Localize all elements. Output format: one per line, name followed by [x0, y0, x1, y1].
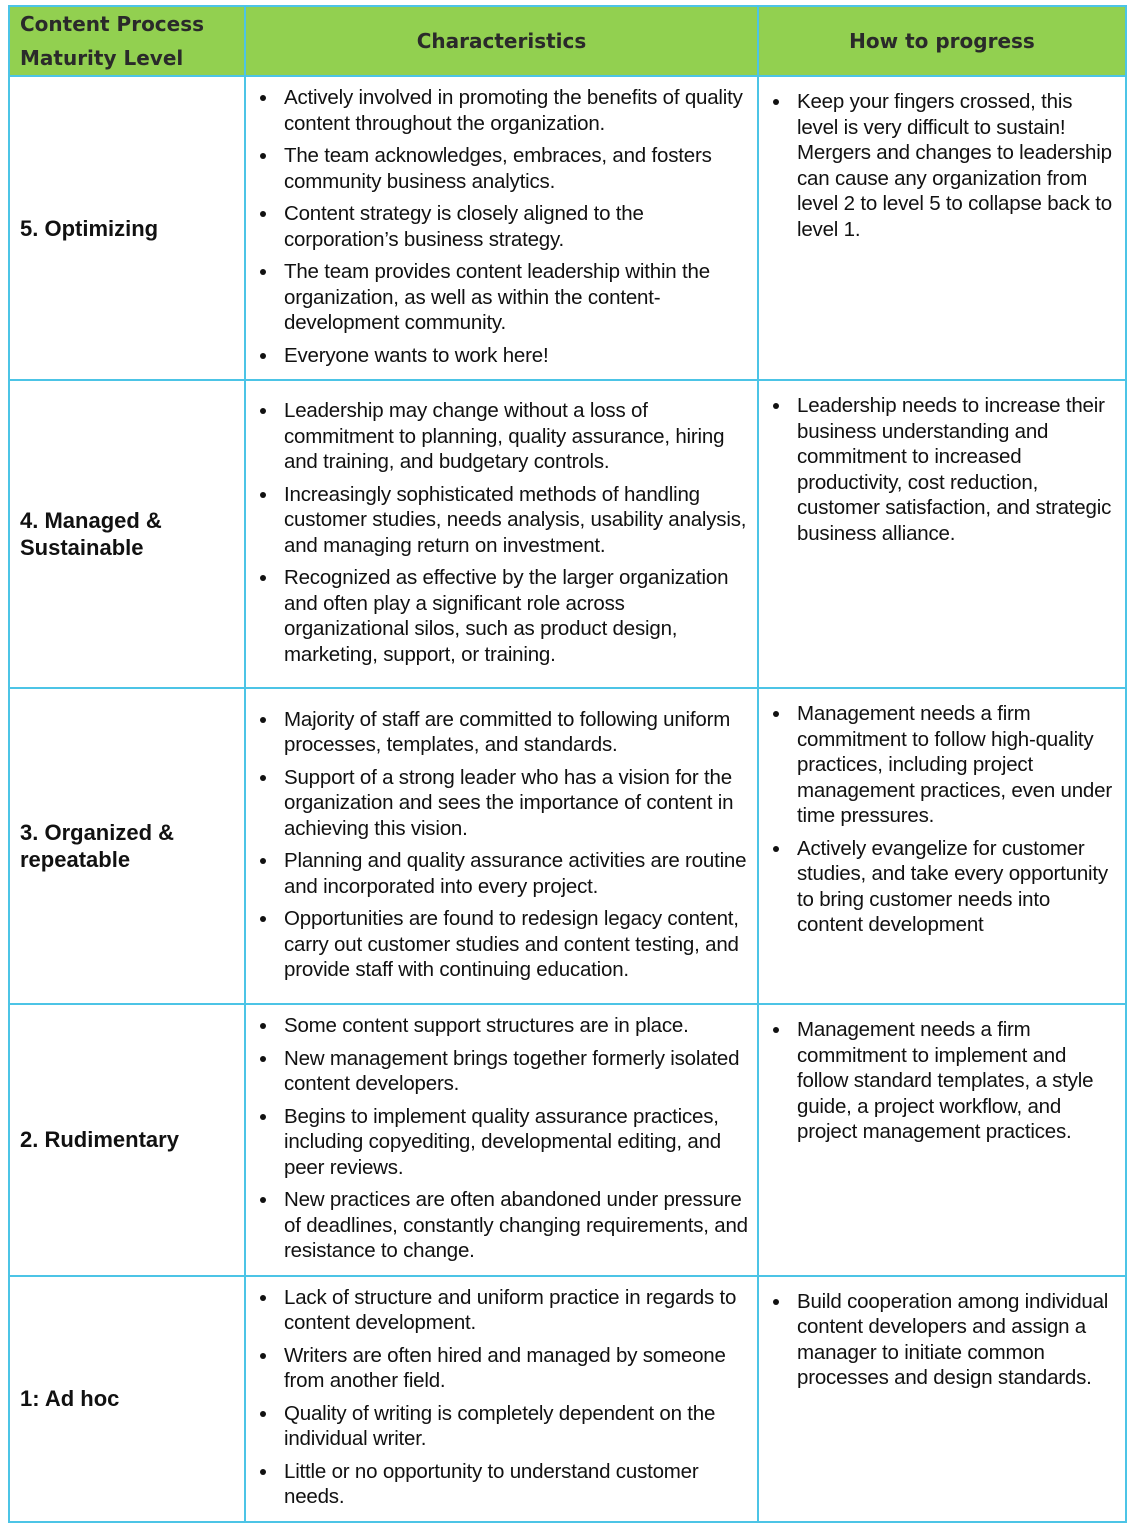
characteristics-cell — [245, 1004, 758, 1276]
header-progress: How to progress — [758, 6, 1126, 76]
list-item: Content strategy is closely aligned to the corporation’s business strategy. — [246, 201, 749, 252]
table-row — [9, 1004, 1126, 1276]
progress-list — [759, 1281, 1125, 1402]
list-item: Writers are often hired and managed by someone from another field. — [246, 1343, 749, 1394]
header-row — [9, 6, 1126, 76]
progress-cell — [758, 1004, 1126, 1276]
characteristics-cell — [245, 688, 758, 1004]
list-item: Actively involved in promoting the benefits of quality content throughout the organization. — [246, 85, 749, 136]
level-cell — [9, 380, 245, 688]
list-item: New management brings together formerly isolated content developers. — [246, 1046, 749, 1097]
level-label: 2. Rudimentary — [20, 1127, 179, 1153]
level-label: 4. Managed & Sustainable — [20, 508, 162, 560]
list-item: Some content support structures are in place. — [246, 1013, 749, 1039]
progress-cell — [758, 76, 1126, 380]
table-row — [9, 76, 1126, 380]
header-characteristics: Characteristics — [245, 6, 758, 76]
list-item: Increasingly sophisticated methods of handling customer studies, needs analysis, usability analysis, and managing return on investment. — [246, 482, 749, 559]
list-item: Management needs a firm commitment to follow high-quality practices, including project management practices, even under time pressures. — [759, 701, 1117, 829]
list-item: Leadership may change without a loss of commitment to planning, quality assurance, hiring and training, and budgetary controls. — [246, 398, 749, 475]
characteristics-cell — [245, 380, 758, 688]
characteristics-cell — [245, 76, 758, 380]
progress-cell — [758, 380, 1126, 688]
list-item: Leadership needs to increase their business understanding and commitment to increased productivity, cost reduction, customer satisfaction, and strategic business alliance. — [759, 393, 1117, 546]
level-cell — [9, 688, 245, 1004]
list-item: Build cooperation among individual content developers and assign a manager to initiate common processes and design standards. — [759, 1289, 1117, 1391]
list-item: The team acknowledges, embraces, and fosters community business analytics. — [246, 143, 749, 194]
level-label: 5. Optimizing — [20, 215, 159, 241]
table-row — [9, 688, 1126, 1004]
list-item: Keep your fingers crossed, this level is very difficult to sustain! Mergers and changes to leadership can cause any organization from level 2 to level 5 to collapse back to level 1. — [759, 89, 1117, 242]
list-item: Planning and quality assurance activities are routine and incorporated into every project. — [246, 848, 749, 899]
list-item: Quality of writing is completely dependent on the individual writer. — [246, 1401, 749, 1452]
list-item: Lack of structure and uniform practice in regards to content development. — [246, 1285, 749, 1336]
list-item: Begins to implement quality assurance practices, including copyediting, developmental editing, and peer reviews. — [246, 1104, 749, 1181]
list-item: Everyone wants to work here! — [246, 343, 749, 369]
list-item: New practices are often abandoned under pressure of deadlines, constantly changing requirements, and resistance to change. — [246, 1187, 749, 1264]
list-item: Majority of staff are committed to following uniform processes, templates, and standards. — [246, 707, 749, 758]
list-item: Opportunities are found to redesign legacy content, carry out customer studies and content testing, and provide staff with continuing education. — [246, 906, 749, 983]
list-item: Support of a strong leader who has a vision for the organization and sees the importance of content in achieving this vision. — [246, 765, 749, 842]
characteristics-list — [246, 699, 757, 994]
list-item: The team provides content leadership within the organization, as well as within the content-development community. — [246, 259, 749, 336]
characteristics-list — [246, 390, 757, 678]
level-cell — [9, 76, 245, 380]
progress-list — [759, 81, 1125, 253]
characteristics-cell — [245, 1276, 758, 1522]
list-item: Little or no opportunity to understand customer needs. — [246, 1459, 749, 1510]
characteristics-list — [246, 1005, 757, 1275]
progress-cell — [758, 1276, 1126, 1522]
progress-list — [759, 693, 1125, 949]
list-item: Actively evangelize for customer studies, and take every opportunity to bring customer needs into content development — [759, 836, 1117, 938]
list-item: Management needs a firm commitment to implement and follow standard templates, a style guide, a project workflow, and project management practices. — [759, 1017, 1117, 1145]
progress-cell — [758, 688, 1126, 1004]
level-cell — [9, 1004, 245, 1276]
table-row — [9, 1276, 1126, 1522]
level-label: 1: Ad hoc — [20, 1386, 120, 1411]
maturity-table — [8, 5, 1127, 1523]
characteristics-list — [246, 1277, 757, 1521]
progress-list — [759, 385, 1125, 557]
header-level: Content Process Maturity Level — [9, 6, 245, 76]
characteristics-list — [246, 77, 757, 379]
progress-list — [759, 1009, 1125, 1156]
level-cell — [9, 1276, 245, 1522]
table-row — [9, 380, 1126, 688]
level-label: 3. Organized & repeatable — [20, 820, 175, 872]
list-item: Recognized as effective by the larger organization and often play a significant role across organizational silos, such as product design, marketing, support, or training. — [246, 565, 749, 667]
